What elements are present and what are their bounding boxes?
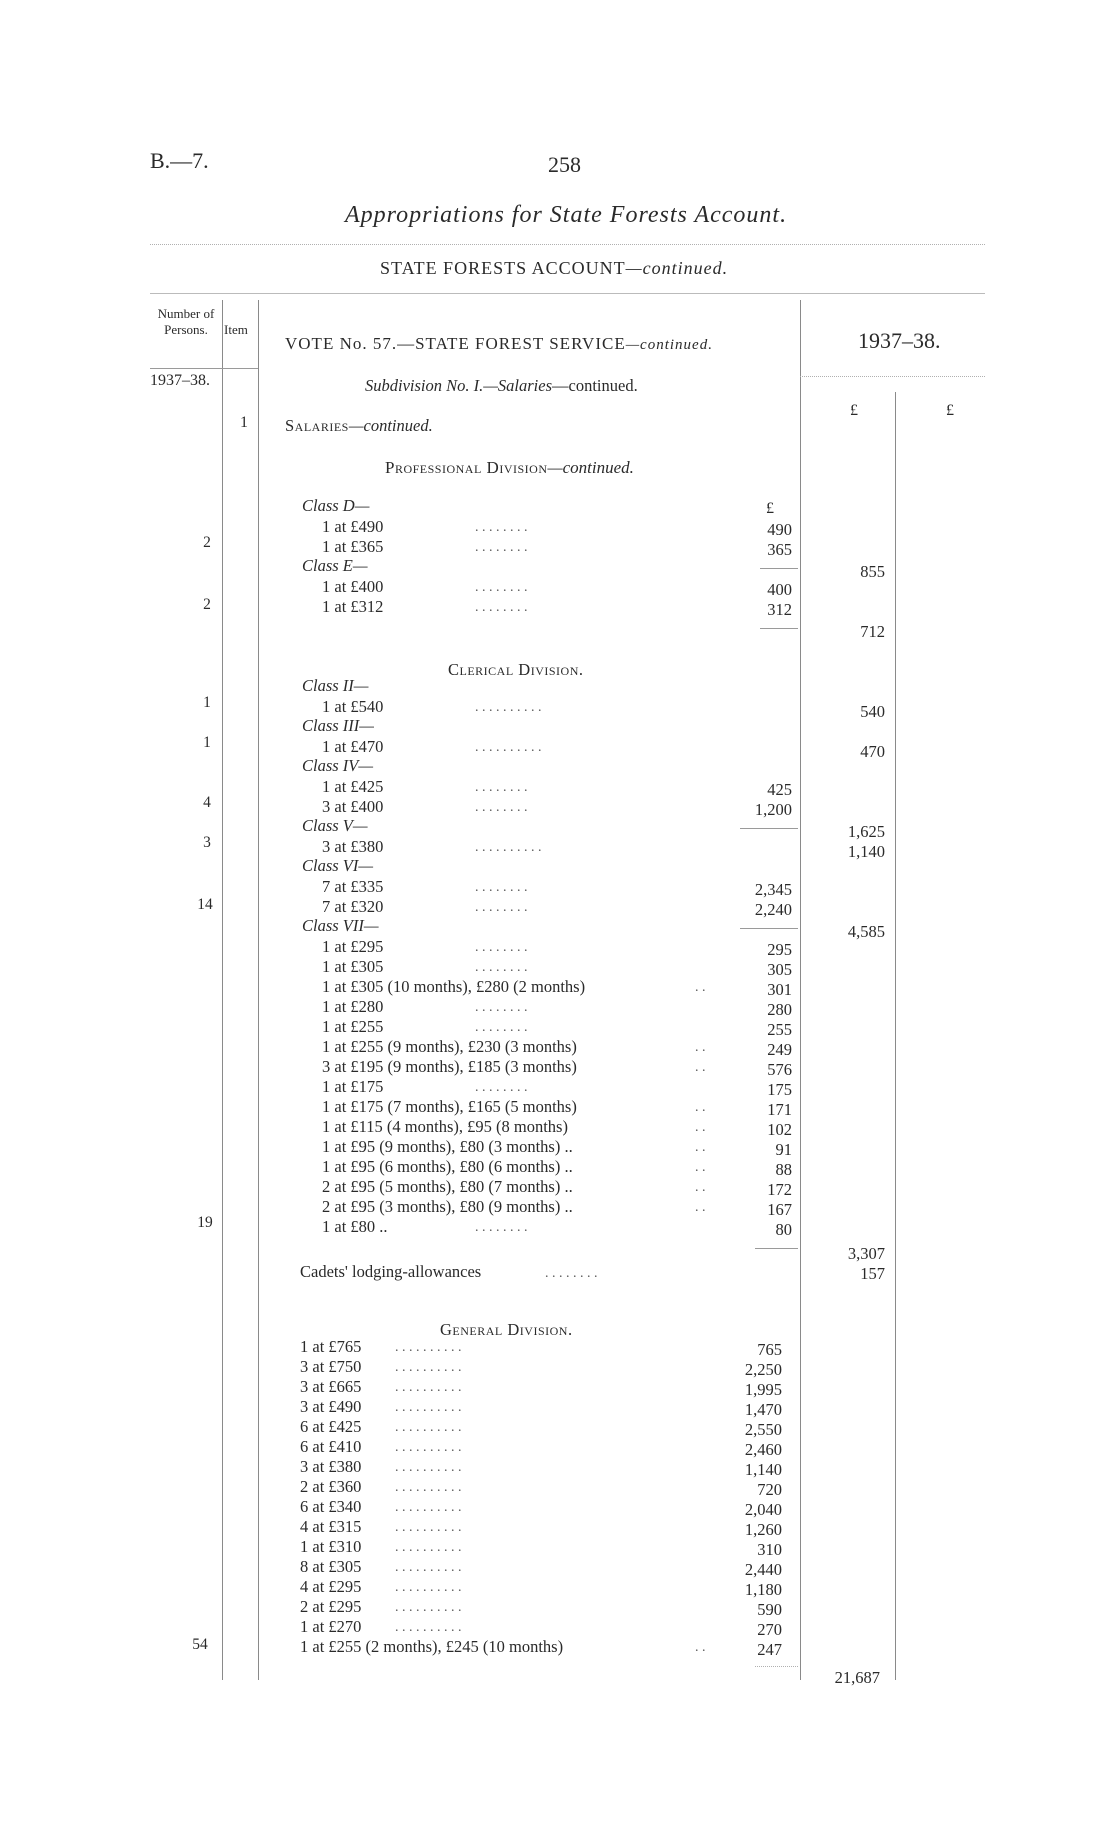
subtotal-rule [740,828,798,829]
persons-count: 14 [197,896,213,913]
class-e-total: 712 [860,622,885,641]
subtotal-rule [755,1666,798,1668]
year-header-rule [800,376,985,378]
section-title-cont: —continued. [625,258,729,278]
list-item: 1 at £470 [322,737,384,756]
dot-leader: . . . . . . . . [475,880,528,895]
dot-leader: . . . . . . . . . . [395,1520,462,1535]
list-item: 1 at £400 [322,577,384,596]
dot-leader: . . . . . . . . . . [395,1340,462,1355]
list-item: 7 at £335 [322,877,384,896]
rule-total [895,392,896,1680]
dot-leader: . . . . . . . . . . [395,1480,462,1495]
list-item: 3 at £750 [300,1357,362,1376]
subtotal-rule [760,628,798,629]
vote-title [285,334,713,354]
list-item: 2 at £295 [300,1597,362,1616]
title-rule [150,244,985,246]
professional-division-heading [385,458,634,478]
subtotal-rule [760,568,798,569]
item-column-header: Item [224,322,248,337]
item-label-cont: —continued. [348,416,433,435]
persons-count: 2 [203,596,211,613]
dot-leader: . . [695,980,706,995]
subdivision-title [365,376,638,396]
dot-leader: . . . . . . . . . . [395,1540,462,1555]
class-vi-total: 4,585 [847,922,885,941]
subdivision-title-text: Subdivision No. I.—Salaries [365,376,553,395]
dot-leader: . . [695,1060,706,1075]
list-item: 3 at £400 [322,797,384,816]
section-title-text: STATE FORESTS ACCOUNT [380,258,626,278]
list-item: 8 at £305 [300,1557,362,1576]
amount: 2,550 [744,1420,782,1439]
amount: 365 [767,540,792,559]
list-item: 1 at £95 (9 months), £80 (3 months) .. [322,1137,573,1156]
dot-leader: . . . . . . . . . . [395,1380,462,1395]
list-item: 1 at £312 [322,597,384,616]
list-item: 1 at £295 [322,937,384,956]
subdivision-cont: —continued. [552,376,638,395]
class-vi-label: Class VI— [302,856,374,875]
rule-amount [800,300,801,1680]
amount: 295 [767,940,792,959]
table-top-rule [150,293,985,294]
amount: 88 [775,1160,792,1179]
persons-count: 54 [192,1636,208,1653]
page-title: Appropriations for State Forests Account. [345,202,788,228]
persons-column-header: Number of Persons. [157,306,215,337]
list-item: 1 at £255 [322,1017,384,1036]
class-d-total: 855 [860,562,885,581]
amount: 270 [757,1620,782,1639]
list-item: 1 at £765 [300,1337,362,1356]
amount: 255 [767,1020,792,1039]
amount: 2,345 [754,880,792,899]
class-v-label: Class V— [302,816,368,835]
item-label [285,416,433,436]
persons-count: 4 [203,794,211,811]
list-item: 1 at £305 [322,957,384,976]
list-item: 1 at £270 [300,1617,362,1636]
amount: 172 [767,1180,792,1199]
pound-symbol-total-column: £ [946,402,954,419]
amount: 249 [767,1040,792,1059]
amount: 310 [757,1540,782,1559]
class-d-label: Class D— [302,496,370,515]
amount: 1,140 [744,1460,782,1479]
list-item: 4 at £315 [300,1517,362,1536]
dot-leader: . . . . . . . . [475,1000,528,1015]
persons-year: 1937–38. [150,372,210,389]
class-iv-total: 1,625 [847,822,885,841]
list-item: 6 at £340 [300,1497,362,1516]
section-title [380,258,728,279]
dot-leader: . . . . . . . . [545,1266,598,1281]
list-item: 1 at £175 (7 months), £165 (5 months) [322,1097,577,1116]
list-item: 1 at £310 [300,1537,362,1556]
amount: 91 [775,1140,792,1159]
list-item: 1 at £365 [322,537,384,556]
dot-leader: . . [695,1040,706,1055]
amount: 2,240 [754,900,792,919]
class-iv-label: Class IV— [302,756,374,775]
amount: 765 [757,1340,782,1359]
list-item: 1 at £305 (10 months), £280 (2 months) [322,977,586,996]
dot-leader: . . . . . . . . . . [395,1580,462,1595]
list-item: 3 at £490 [300,1397,362,1416]
class-ii-label: Class II— [302,676,369,695]
dot-leader: . . [695,1160,706,1175]
amount: 400 [767,580,792,599]
amount: 171 [767,1100,792,1119]
list-item: 1 at £280 [322,997,384,1016]
dot-leader: . . . . . . . . [475,780,528,795]
list-item: 1 at £490 [322,517,384,536]
dot-leader: . . . . . . . . . . [395,1440,462,1455]
persons-count: 1 [203,734,211,751]
amount: 247 [757,1640,782,1659]
dot-leader: . . [695,1120,706,1135]
persons-count: 2 [203,534,211,551]
list-item: 2 at £95 (3 months), £80 (9 months) .. [322,1197,573,1216]
rule-item [258,300,259,1680]
dot-leader: . . . . . . . . [475,800,528,815]
rule-persons [222,300,223,1680]
amount: 80 [775,1220,792,1239]
list-item: 3 at £195 (9 months), £185 (3 months) [322,1057,577,1076]
list-item: 1 at £255 (9 months), £230 (3 months) [322,1037,577,1056]
dot-leader: . . [695,1140,706,1155]
list-item: 3 at £665 [300,1377,362,1396]
class-e-label: Class E— [302,556,368,575]
list-item: 7 at £320 [322,897,384,916]
dot-leader: . . . . . . . . . . [395,1460,462,1475]
list-item: 1 at £80 .. [322,1217,388,1236]
list-item: 1 at £540 [322,697,384,716]
dot-leader: . . . . . . . . [475,960,528,975]
vote-title-cont: —continued. [625,337,713,353]
item-number: 1 [240,414,248,431]
professional-heading-cont: —continued. [547,458,634,477]
list-item: 3 at £380 [322,837,384,856]
dot-leader: . . . . . . . . . . [395,1400,462,1415]
dot-leader: . . . . . . . . [475,580,528,595]
amount: 2,440 [744,1560,782,1579]
class-vii-label: Class VII— [302,916,379,935]
subtotal-rule [755,1248,798,1249]
amount: 2,040 [744,1500,782,1519]
list-item: 2 at £360 [300,1477,362,1496]
amount: 301 [767,980,792,999]
class-iii-total: 470 [860,742,885,761]
amount: 1,470 [744,1400,782,1419]
dot-leader: . . . . . . . . . . [475,740,542,755]
list-item: 1 at £95 (6 months), £80 (6 months) .. [322,1157,573,1176]
amount: 305 [767,960,792,979]
dot-leader: . . . . . . . . [475,940,528,955]
dot-leader: . . . . . . . . [475,1220,528,1235]
class-ii-total: 540 [860,702,885,721]
amount: 576 [767,1060,792,1079]
amount: 490 [767,520,792,539]
persons-count: 3 [203,834,211,851]
dot-leader: . . . . . . . . [475,1020,528,1035]
dot-leader: . . . . . . . . . . [395,1600,462,1615]
amount: 280 [767,1000,792,1019]
list-item: 3 at £380 [300,1457,362,1476]
persons-count: 19 [197,1214,213,1231]
list-item: 1 at £425 [322,777,384,796]
dot-leader: . . . . . . . . . . [395,1360,462,1375]
dot-leader: . . . . . . . . [475,1080,528,1095]
amount: 1,200 [754,800,792,819]
list-item: 1 at £255 (2 months), £245 (10 months) [300,1637,564,1656]
cadets-allowances-total: 157 [860,1264,885,1283]
amount: 167 [767,1200,792,1219]
dot-leader: . . [695,1200,706,1215]
item-label-text: Salaries [285,416,349,435]
list-item: 6 at £410 [300,1437,362,1456]
persons-header-rule [150,368,258,369]
amount: 1,180 [744,1580,782,1599]
general-division-total: 21,687 [834,1668,880,1687]
dot-leader: . . . . . . . . . . [395,1500,462,1515]
dot-leader: . . . . . . . . [475,520,528,535]
dot-leader: . . . . . . . . . . [395,1560,462,1575]
class-vii-total: 3,307 [847,1244,885,1263]
amount: 312 [767,600,792,619]
dot-leader: . . [695,1180,706,1195]
year-column-header: 1937–38. [858,328,941,353]
clerical-division-heading: Clerical Division. [448,660,584,679]
pound-symbol: £ [766,500,774,517]
dot-leader: . . . . . . . . . . [395,1620,462,1635]
persons-count: 1 [203,694,211,711]
amount: 1,260 [744,1520,782,1539]
general-division-heading: General Division. [440,1320,573,1339]
dot-leader: . . . . . . . . . . [475,840,542,855]
vote-title-text: VOTE No. 57.—STATE FOREST SERVICE [285,334,626,353]
subtotal-rule [740,928,798,929]
dot-leader: . . . . . . . . [475,540,528,555]
amount: 590 [757,1600,782,1619]
dot-leader: . . . . . . . . . . [475,700,542,715]
professional-heading-text: Professional Division [385,458,548,477]
amount: 102 [767,1120,792,1139]
amount: 1,995 [744,1380,782,1399]
cadets-allowances-label: Cadets' lodging-allowances [300,1262,482,1281]
page-number: 258 [548,152,581,177]
list-item: 6 at £425 [300,1417,362,1436]
list-item: 1 at £175 [322,1077,384,1096]
amount: 425 [767,780,792,799]
list-item: 2 at £95 (5 months), £80 (7 months) .. [322,1177,573,1196]
amount: 175 [767,1080,792,1099]
dot-leader: . . [695,1640,706,1655]
document-reference: B.—7. [150,148,209,173]
amount: 2,460 [744,1440,782,1459]
class-iii-label: Class III— [302,716,374,735]
amount: 720 [757,1480,782,1499]
pound-symbol-amount-column: £ [850,402,858,419]
list-item: 1 at £115 (4 months), £95 (8 months) [322,1117,568,1136]
class-v-total: 1,140 [847,842,885,861]
dot-leader: . . . . . . . . [475,600,528,615]
amount: 2,250 [744,1360,782,1379]
dot-leader: . . [695,1100,706,1115]
dot-leader: . . . . . . . . . . [395,1420,462,1435]
dot-leader: . . . . . . . . [475,900,528,915]
list-item: 4 at £295 [300,1577,362,1596]
